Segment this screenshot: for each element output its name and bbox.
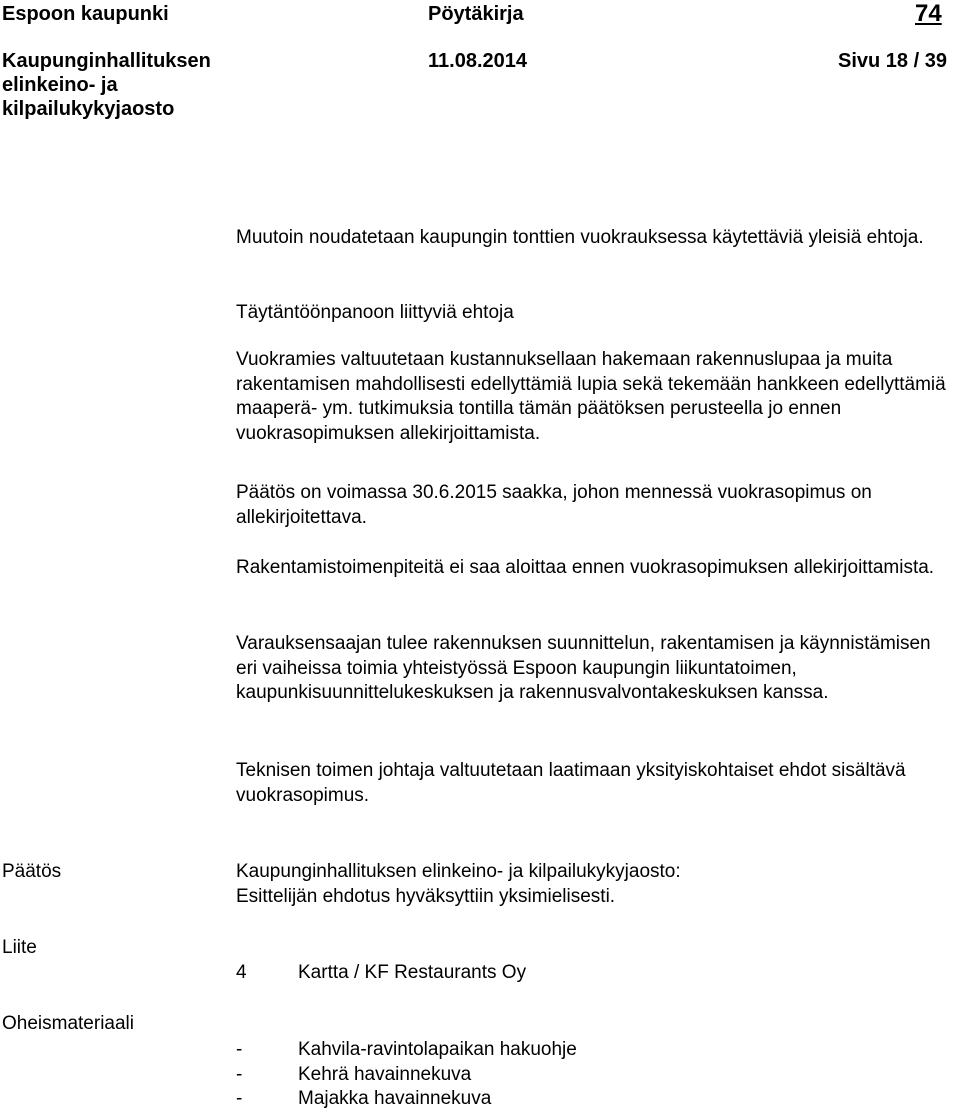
list-item [236,1087,577,1112]
list-item-text: Kahvila-ravintolapaikan hakuohje [298,1039,577,1060]
attachment-label: Liite [2,937,37,958]
body-section [236,226,956,251]
list-item [236,1038,577,1063]
list-dash: - [236,1063,243,1085]
attachment-list [236,961,526,986]
list-item-text: Majakka havainnekuva [298,1088,492,1109]
paragraph-general-terms: Muutoin noudatetaan kaupungin tonttien vuokrauksessa käytettäviä yleisiä ehtoja. [236,227,924,248]
committee-line-1: Kaupunginhallituksen [2,50,211,72]
paragraph-construction: Rakentamistoimenpiteitä ei saa aloittaa ennen vuokrasopimuksen allekirjoittamista. [236,557,935,578]
committee-line-3: kilpailukykyjaosto [2,98,175,120]
materials-label: Oheismateriaali [2,1013,134,1034]
section-heading: Täytäntöönpanoon liittyviä ehtoja [236,302,514,323]
document-type: Pöytäkirja [428,3,524,25]
attachment-item [236,961,526,986]
decision-label: Päätös [2,861,62,882]
list-dash: - [236,1039,243,1060]
body-section [236,348,956,446]
section-number: 74 [915,0,942,27]
decision-line-1: Kaupunginhallituksen elinkeino- ja kilpailukykyjaosto: [236,861,681,882]
list-item [236,1063,577,1088]
body-section [236,556,956,581]
attachment-text: Kartta / KF Restaurants Oy [298,962,527,983]
city-name: Espoon kaupunki [2,3,169,25]
materials-list [236,1038,577,1112]
attachment-number: 4 [236,962,247,983]
paragraph-cooperation: Varauksensaajan tulee rakennuksen suunnittelun, rakentamisen ja käynnistämisen eri vaiheissa toimia yhteistyössä Espoon kaupungin liikuntatoimen, kaupunkisuunnittelukeskuksen ja rakennusvalvontakeskuksen kanssa. [236,633,931,703]
committee-line-2: elinkeino- ja [2,74,118,96]
body-section [236,632,956,706]
body-section [236,301,956,326]
meeting-date: 11.08.2014 [428,50,527,72]
decision-line-2: Esittelijän ehdotus hyväksyttiin yksimielisesti. [236,885,616,907]
paragraph-validity: Päätös on voimassa 30.6.2015 saakka, johon mennessä vuokrasopimus on allekirjoitettava. [236,482,872,528]
list-item-text: Kehrä havainnekuva [298,1063,472,1085]
body-section [236,759,956,808]
list-dash: - [236,1088,243,1109]
paragraph-lease-agreement: Teknisen toimen johtaja valtuutetaan laatimaan yksityiskohtaiset ehdot sisältävä vuokrasopimus. [236,760,906,806]
page-number: Sivu 18 / 39 [838,50,947,72]
body-section [236,481,956,530]
decision-text [236,860,956,909]
paragraph-permits: Vuokramies valtuutetaan kustannuksellaan hakemaan rakennuslupaa ja muita rakentamisen mahdollisesti edellyttämiä lupia sekä tekemään hankkeen edellyttämiä maaperä- ym. tutkimuksia tontilla tämän päätöksen perusteella jo ennen vuokrasopimuksen allekirjoittamista. [236,349,946,444]
